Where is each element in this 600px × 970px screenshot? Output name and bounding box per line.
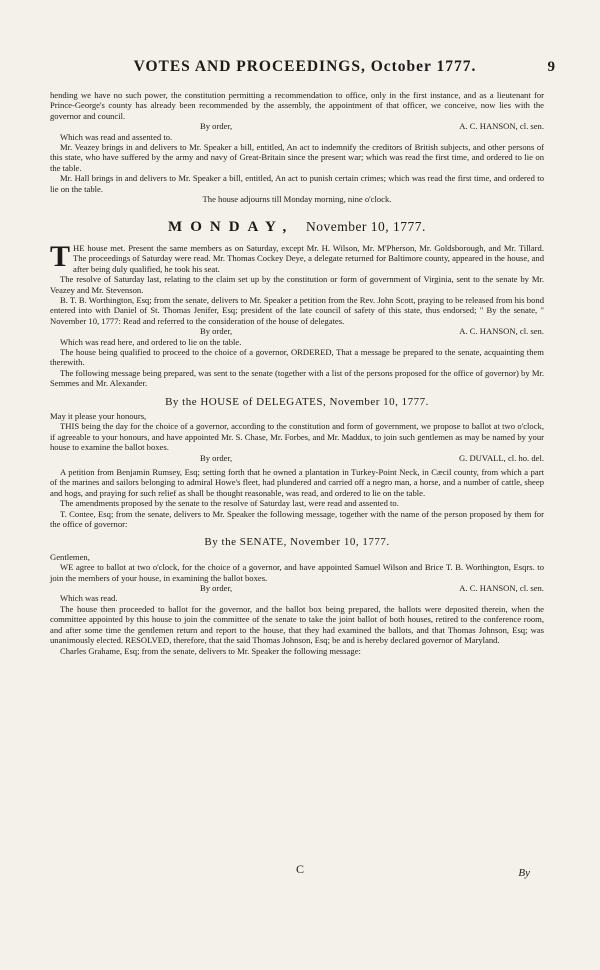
header-title: VOTES AND PROCEEDINGS, October 1777. — [133, 58, 477, 75]
paragraph: The resolve of Saturday last, relating to the claim set up by the constitution or form of government of Virginia, sent to the senate by Mr. Veazey and Mr. Stevenson. — [50, 274, 544, 295]
paragraph: T. Contee, Esq; from the senate, delivers to Mr. Speaker the following message, together with the name of the person proposed by them for the office of governor: — [50, 508, 544, 530]
page-body — [50, 90, 544, 656]
order-line — [50, 326, 544, 336]
day-date: November 10, 1777. — [305, 219, 426, 235]
order-by: By order, — [200, 452, 233, 463]
paragraph: The amendments proposed by the senate to the resolve of Saturday last, were read and assented to. — [60, 498, 399, 509]
signature-mark: C — [295, 862, 304, 876]
day-heading — [50, 219, 544, 236]
order-signature: A. C. HANSON, cl. sen. — [459, 121, 544, 132]
paragraph: Charles Grahame, Esq; from the senate, delivers to Mr. Speaker the following message: — [60, 645, 361, 656]
paragraph: B. T. B. Worthington, Esq; from the senate, delivers to Mr. Speaker a petition from the Rev. John Scott, praying to be released from his bond entered into with Daniel of St. Thomas Jenifer, Esq; president of the late council of safety of this state, thus endorsed; " By the senate, " November 10, 1777: Read and referred to the consideration of the house of delegates. — [50, 294, 544, 326]
order-line — [50, 583, 544, 593]
paragraph — [50, 239, 544, 274]
salutation: Gentlemen, — [50, 551, 90, 562]
order-by: By order, — [200, 121, 233, 132]
paragraph: hending we have no such power, the constitution permitting a recommendation to office, only in the first instance, and as a lieutenant for Prince-George's county has already been recommended by the assembly, the appointment of that officer, we conceive, now lies with the governor and council. — [50, 90, 544, 121]
order-signature: A. C. HANSON, cl. sen. — [459, 583, 544, 594]
paragraph: Mr. Veazey brings in and delivers to Mr. Speaker a bill, entitled, An act to indemnify the creditors of British subjects, and other persons of this state, who have suffered by the army and navy of Great-Britain since the present war; which was read the first time, and ordered to lie on the table. — [50, 142, 544, 173]
order-by: By order, — [200, 326, 233, 337]
page-number: 9 — [547, 59, 556, 75]
message-body: THIS being the day for the choice of a governor, according to the constitution and form of government, we propose to ballot at two o'clock, if agreeable to your honours, and have appointed Mr. S. Chase, Mr. Forbes, and Mr. Maddux, to join such gentlemen as may be named by your house to examine the ballot boxes. — [50, 421, 544, 453]
running-header — [50, 58, 560, 75]
adjournment-line: The house adjourns till Monday morning, nine o'clock. — [202, 194, 392, 205]
message-body: WE agree to ballot at two o'clock, for the choice of a governor, and have appointed Samuel Wilson and Brice T. B. Worthington, Esqrs. to join the members of your house, in examining the ballot boxes. — [50, 562, 544, 583]
salutation: May it please your honours, — [50, 410, 147, 421]
paragraph: A petition from Benjamin Rumsey, Esq; setting forth that he owned a plantation in Turkey-Point Neck, in Cæcil county, from which a part of the marines and sailors belonging to admiral Howe's fleet, had plundered and carried off a negro man, a horse, and a number of cattle, sheep and hogs, and praying for such relief as shall be thought reasonable, was read, and ordered to lie on the table. — [50, 467, 544, 498]
order-line — [50, 453, 544, 463]
paragraph: The following message being prepared, was sent to the senate (together with a list of the persons proposed for the office of governor) by Mr. Semmes and Mr. Alexander. — [50, 367, 544, 389]
order-signature: G. DUVALL, cl. ho. del. — [458, 452, 544, 463]
day-name: MONDAY, — [168, 219, 295, 236]
order-signature: A. C. HANSON, cl. sen. — [459, 326, 544, 337]
delegates-message-heading: By the HOUSE of DELEGATES, November 10, 1777. — [165, 395, 429, 408]
paragraph: The house then proceeded to ballot for the governor, and the ballot box being prepared, the ballots were deposited therein, when the committee appointed by this house to join the committee of the senate to take the joint ballot of both houses, retired to the conference room, and after some time the gentlemen return and report to the house, that they had examined the ballots, and that Thomas Johnson, Esq; was unanimously elected. RESOLVED, therefore, that the said Thomas Johnson, Esq; be and is hereby declared governor of Maryland. — [50, 603, 544, 646]
drop-cap: T — [50, 239, 71, 273]
paragraph: The house being qualified to proceed to the choice of a governor, ORDERED, That a message be prepared to the senate, acquainting them therewith. — [50, 346, 544, 368]
paragraph-text: HE house met. Present the same members as on Saturday, except Mr. H. Wilson, Mr. M'Pherson, Mr. Goldsborough, and Mr. Tillard. The proceedings of Saturday were read. Mr. Thomas Cockey Deye, a delegate returned for Baltimore county, appeared in the house, and after being duly qualified, he took his seat. — [73, 242, 544, 274]
paragraph: Which was read here, and ordered to lie on the table. — [60, 336, 242, 347]
order-line — [50, 121, 544, 131]
paragraph: Mr. Hall brings in and delivers to Mr. Speaker a bill, entitled, An act to punish certain crimes; which was read the first time, and ordered to lie on the table. — [50, 173, 544, 194]
senate-message-heading: By the SENATE, November 10, 1777. — [204, 536, 390, 549]
order-by: By order, — [200, 583, 233, 594]
catchword: By — [518, 867, 530, 879]
paragraph: Which was read. — [60, 593, 118, 604]
paragraph: Which was read and assented to. — [60, 131, 173, 142]
